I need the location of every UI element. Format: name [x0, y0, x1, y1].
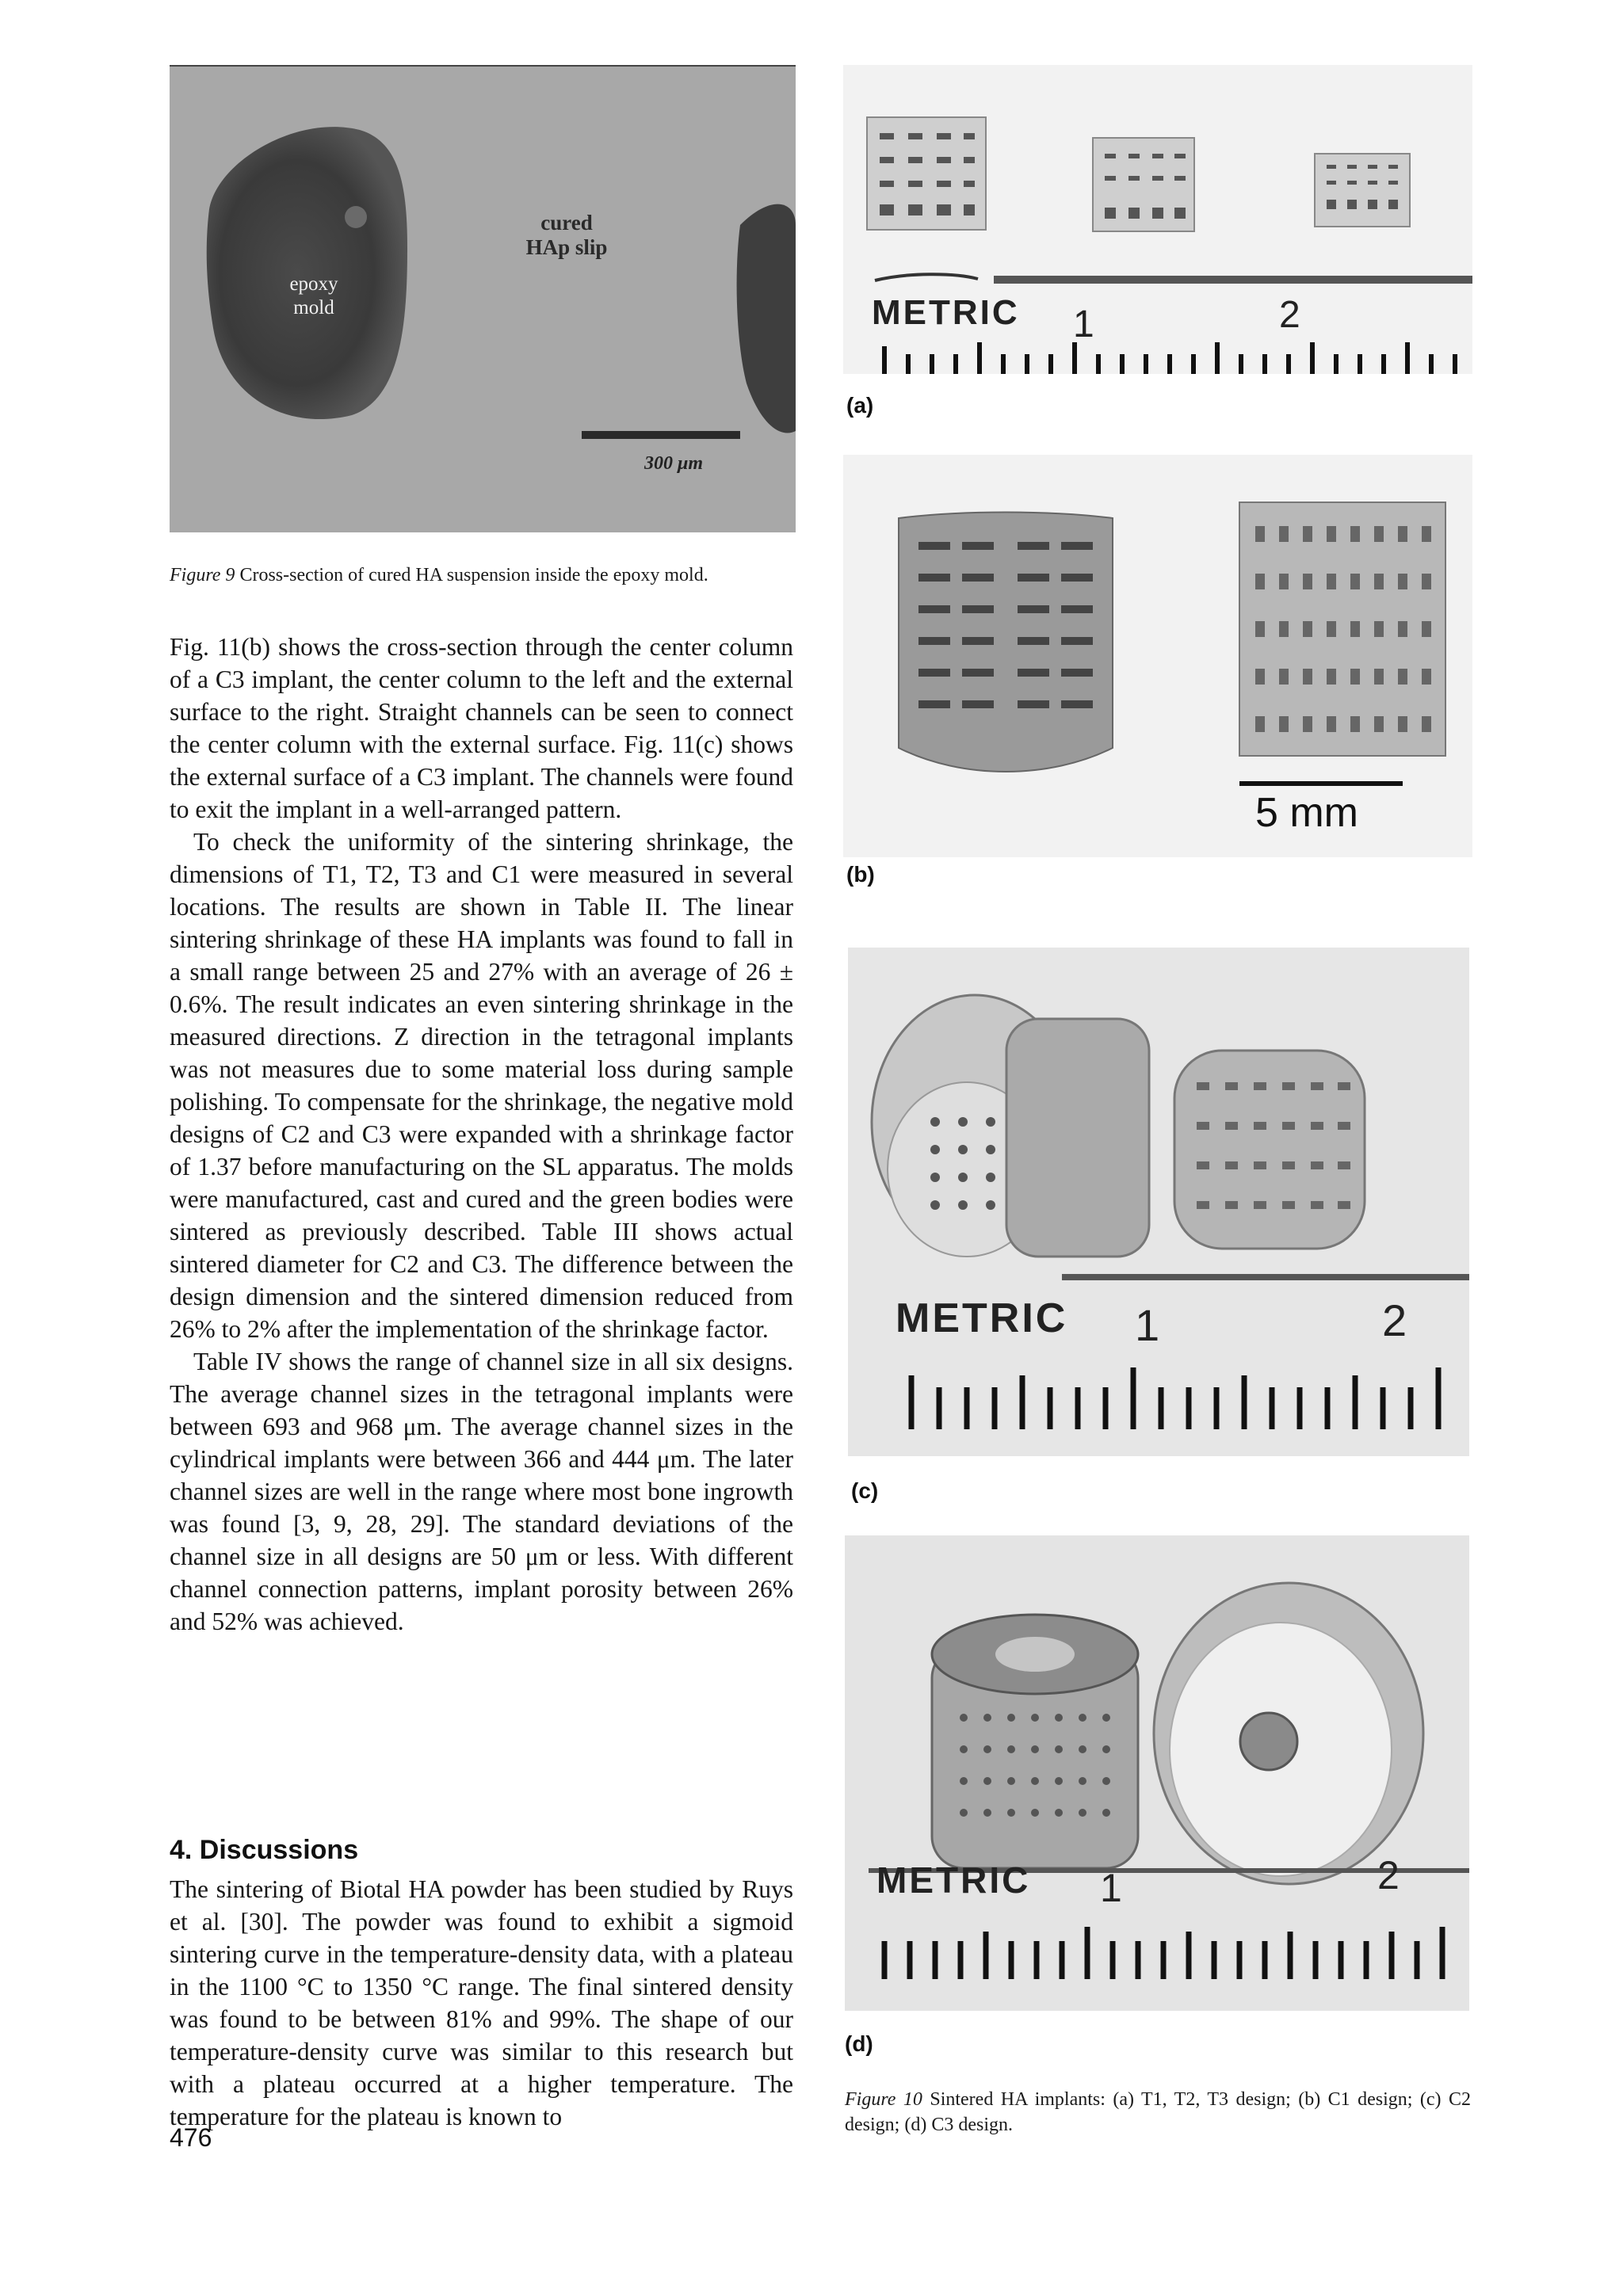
- figure10-panel-c-image: [848, 948, 1469, 1456]
- epoxy-mold-label: [258, 273, 369, 320]
- figure9-caption-label: Figure 9: [170, 565, 235, 585]
- panel-c-letter: (c): [851, 1478, 879, 1503]
- body-paragraph-2: To check the uniformity of the sintering shrinkage, the dimensions of T1, T2, T3 and C1 were measured in several locations. The results are shown in Table II. The linear sintering shrinkage of these HA implants was found to fall in a small range between 25 and 27% with an average of 26 ± 0.6%. The result indicates an even sintering shrinkage in the measured directions. Z direction in the tetragonal implants was not measures due to some material loss during sample polishing. To compensate for the shrinkage, the negative mold designs of C2 and C3 were expanded with a shrinkage factor of 1.37 before manufacturing on the SL apparatus. The molds were manufactured, cast and cured and the green bodies were sintered as previously described. Table III shows actual sintered diameter for C2 and C3. The difference between the design dimension and the sintered dimension reduced from 26% to 2% after the implementation of the shrinkage factor.: [170, 828, 793, 1343]
- figure10-caption-label: Figure 10: [845, 2089, 922, 2110]
- epoxy-mold-label-line2: mold: [293, 297, 334, 318]
- cured-slip-label-line1: cured: [540, 211, 593, 235]
- figure9-caption: [170, 563, 796, 588]
- panel-a-ruler-text: METRIC: [872, 293, 1020, 332]
- panel-b-letter: (b): [846, 862, 875, 887]
- body-paragraph-1: Fig. 11(b) shows the cross-section through the center column of a C3 implant, the center column to the left and the external surface to the right. Straight channels can be seen to connect the center column with the external surface. Fig. 11(c) shows the external surface of a C3 implant. The channels were found to exit the implant in a well-arranged pattern.: [170, 633, 793, 823]
- cured-slip-label-line2: HAp slip: [525, 235, 608, 259]
- figure10-caption-text: Sintered HA implants: (a) T1, T2, T3 design; (b) C1 design; (c) C2 design; (d) C3 design.: [845, 2089, 1472, 2135]
- figure10-caption: [845, 2087, 1471, 2138]
- section-heading-discussions: 4. Discussions: [170, 1835, 359, 1865]
- figure10-panel-b-image: [843, 455, 1472, 857]
- figure9-scale-bar-label: 300 μm: [643, 453, 703, 474]
- panel-c-ruler-number-2: 2: [1382, 1295, 1407, 1345]
- panel-b-scale-bar-label: 5 mm: [1255, 790, 1358, 836]
- panel-c-ruler-number-1: 1: [1135, 1300, 1160, 1350]
- panel-d-ruler-number-2: 2: [1377, 1853, 1400, 1897]
- panel-d-letter: (d): [845, 2031, 873, 2056]
- body-text-block: [170, 631, 793, 1638]
- epoxy-mold-label-line1: epoxy: [289, 273, 338, 295]
- discussion-paragraph: The sintering of Biotal HA powder has been studied by Ruys et al. [30]. The powder was found to exhibit a sigmoid sintering curve in the temperature-density data, with a plateau in the 1100 °C to 1350 °C range. The final sintered density was found to be between 81% and 99%. The shape of our temperature-density curve was similar to this research but with a plateau occurred at a higher temperature. The temperature for the plateau is known to: [170, 1875, 793, 2130]
- body-paragraph-3: Table IV shows the range of channel size in all six designs. The average channel sizes in the tetragonal implants were between 693 and 968 μm. The average channel sizes in the cylindrical implants were between 366 and 444 μm. The later channel sizes are well in the range where most bone ingrowth was found [3, 9, 28, 29]. The standard deviations of the channel size in all designs are 50 μm or less. With different channel connection patterns, implant porosity between 26% and 52% was achieved.: [170, 1348, 793, 1635]
- panel-c-ruler-text: METRIC: [896, 1295, 1068, 1341]
- panel-a-ruler-number-1: 1: [1073, 303, 1094, 345]
- panel-d-ruler-text: METRIC: [876, 1859, 1031, 1901]
- figure10-panel-d-image: [845, 1535, 1469, 2011]
- figure9-caption-text: Cross-section of cured HA suspension inside the epoxy mold.: [239, 565, 708, 585]
- cured-slip-label: [499, 211, 634, 260]
- panel-d-ruler-number-1: 1: [1100, 1866, 1122, 1910]
- panel-a-letter: (a): [846, 393, 874, 418]
- panel-a-ruler-number-2: 2: [1279, 294, 1300, 336]
- page-number: 476: [170, 2123, 212, 2152]
- discussion-text-block: [170, 1873, 793, 2133]
